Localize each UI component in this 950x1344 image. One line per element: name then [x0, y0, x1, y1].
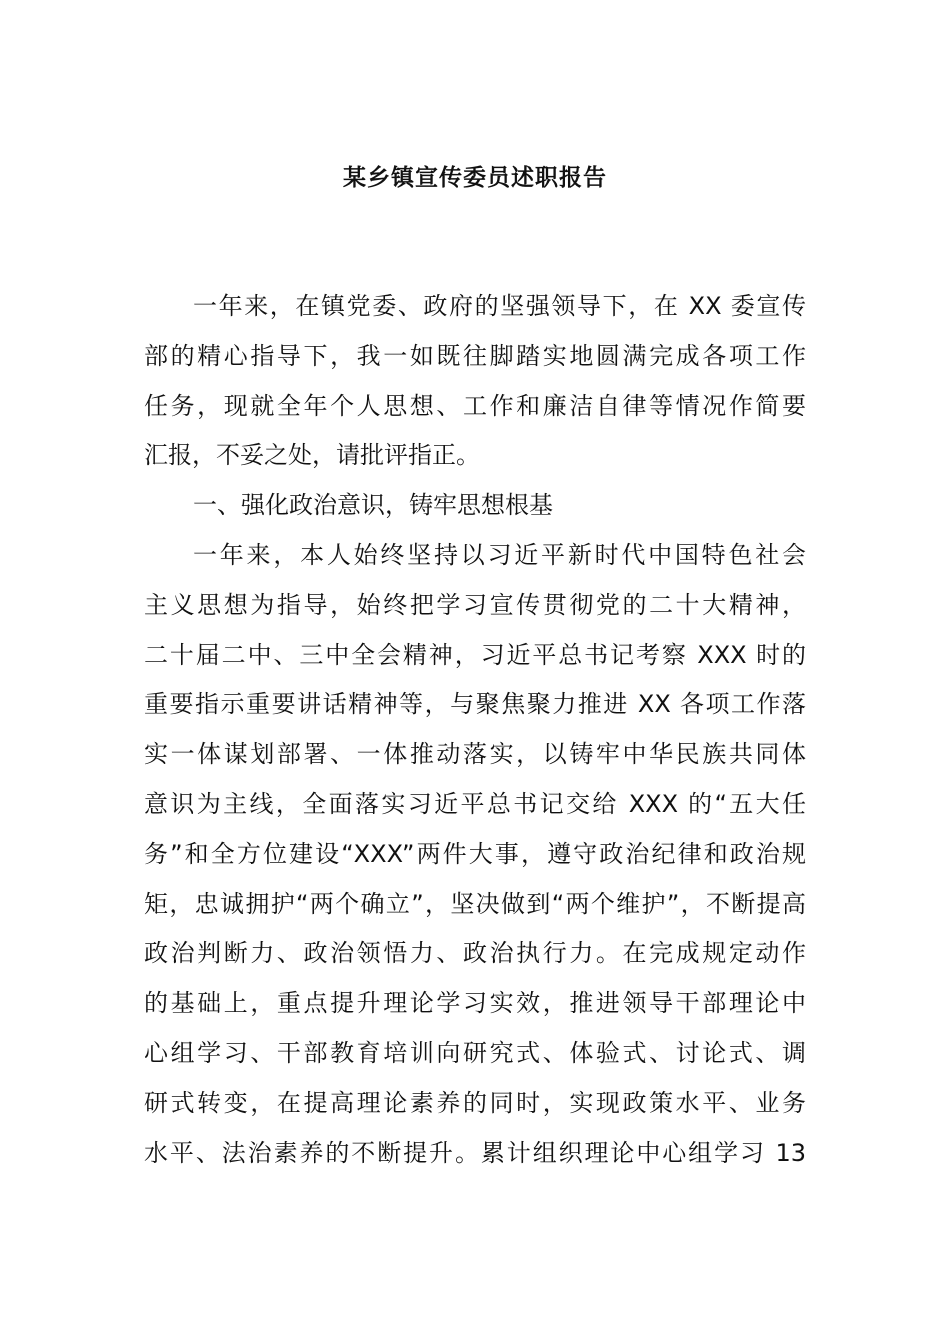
document-title: 某乡镇宣传委员述职报告 — [343, 165, 607, 191]
text-line: 水平、法治素养的不断提升。累计组织理论中心组学习 13 — [144, 1138, 806, 1167]
text-line: 重要指示重要讲话精神等，与聚焦聚力推进 XX 各项工作落 — [144, 690, 806, 719]
text-line: 一年来，本人始终坚持以习近平新时代中国特色社会 — [193, 540, 806, 569]
text-line: 政治判断力、政治领悟力、政治执行力。在完成规定动作 — [144, 939, 806, 968]
text-line: 主义思想为指导，始终把学习宣传贯彻党的二十大精神， — [144, 590, 806, 619]
text-line: 部的精心指导下，我一如既往脚踏实地圆满完成各项工作 — [144, 341, 806, 370]
text-line: 研式转变，在提高理论素养的同时，实现政策水平、业务 — [144, 1088, 806, 1117]
paragraph-section-1 — [144, 531, 806, 1178]
text-line: 二十届二中、三中全会精神，习近平总书记考察 XXX 时的 — [144, 640, 806, 669]
text-line: 心组学习、干部教育培训向研究式、体验式、讨论式、调 — [144, 1038, 806, 1067]
text-line: 务”和全方位建设“XXX”两件大事，遵守政治纪律和政治规 — [144, 839, 806, 868]
text-line: 意识为主线，全面落实习近平总书记交给 XXX 的“五大任 — [144, 789, 806, 818]
text-line: 汇报，不妥之处，请批评指正。 — [144, 441, 480, 470]
text-line: 的基础上，重点提升理论学习实效，推进领导干部理论中 — [144, 989, 806, 1018]
paragraph-intro — [144, 282, 806, 481]
text-line: 一年来，在镇党委、政府的坚强领导下，在 XX 委宣传 — [193, 292, 806, 320]
section-heading: 一、强化政治意识，铸牢思想根基 — [193, 491, 553, 520]
text-line: 矩，忠诚拥护“两个确立”，坚决做到“两个维护”，不断提高 — [144, 889, 806, 918]
document-body — [144, 282, 806, 1178]
text-line: 实一体谋划部署、一体推动落实，以铸牢中华民族共同体 — [144, 740, 806, 769]
text-line: 任务，现就全年个人思想、工作和廉洁自律等情况作简要 — [144, 391, 806, 420]
